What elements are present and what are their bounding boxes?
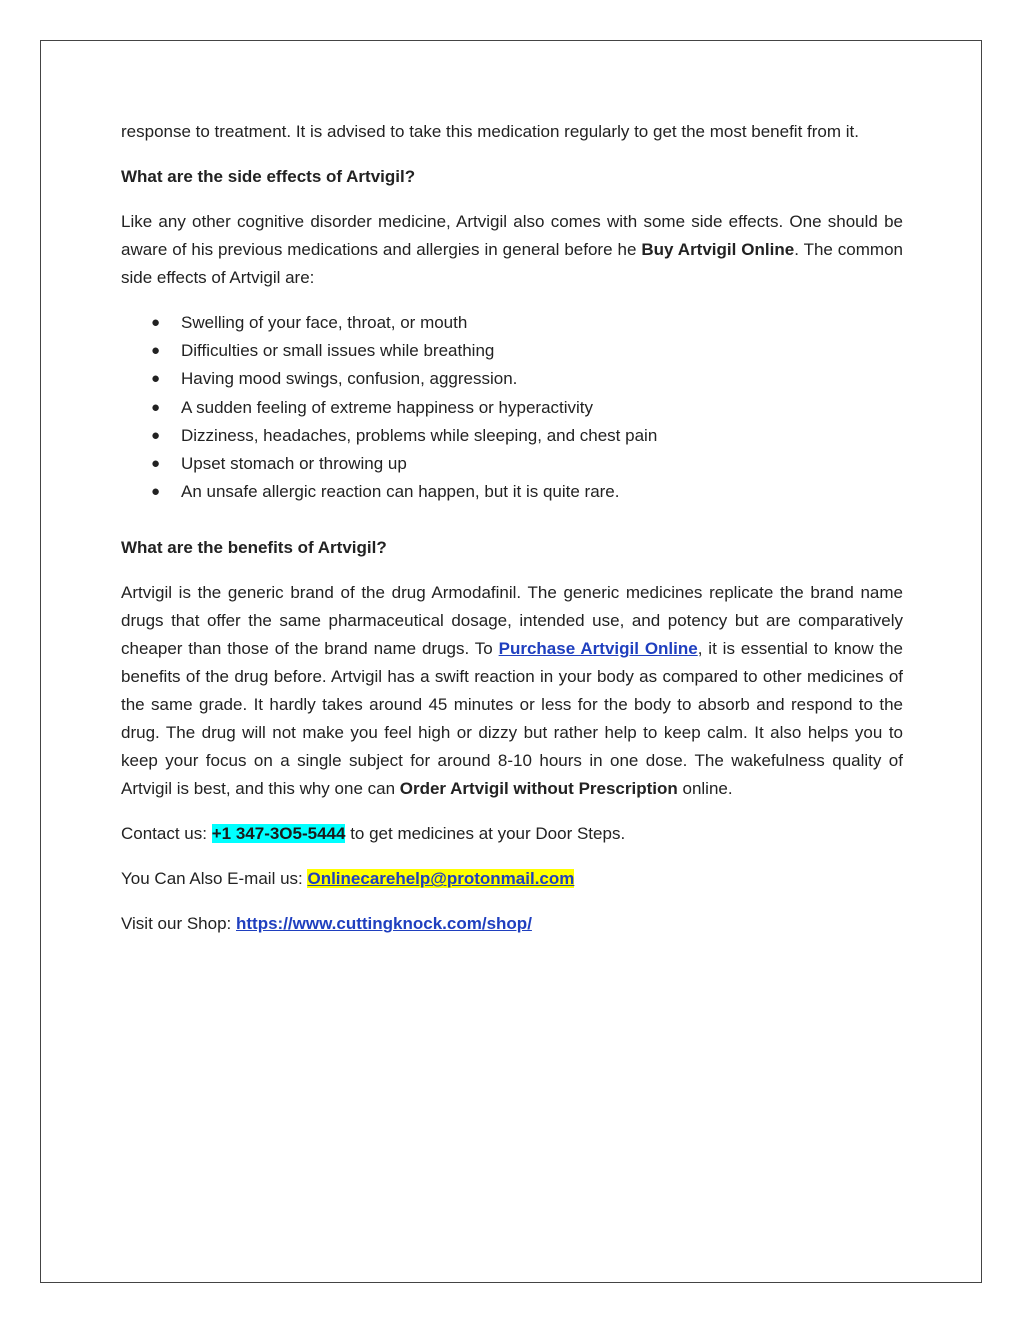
bullet-icon: ● bbox=[151, 342, 161, 360]
bullet-icon: ● bbox=[151, 370, 161, 388]
side-effects-paragraph bbox=[121, 208, 903, 292]
bullet-icon: ● bbox=[151, 483, 161, 501]
contact-phone-label: Contact us: bbox=[121, 824, 212, 844]
list-item bbox=[121, 450, 903, 478]
benefits-text-1: Artvigil is the generic brand of the drug Armodafinil. The generic medicines replicate the brand name drugs that offer the same pharmaceutical dosage, intended use, and potency but are comparatively cheaper than those of the brand name drugs. To bbox=[121, 583, 903, 659]
bullet-icon: ● bbox=[151, 398, 161, 416]
order-without-prescription-bold: Order Artvigil without Prescription bbox=[399, 779, 678, 799]
document-body bbox=[121, 118, 903, 938]
benefits-text-2: , it is essential to know the benefits of the drug before. Artvigil has a swift reaction in your body as compared to other medicines of the same grade. It hardly takes around 45 minutes or less for the body to absorb and respond to the drug. The drug will not make you feel high or dizzy but rather help to keep calm. It also helps you to keep your focus on a single subject for around 8-10 hours in one dose. The wakefulness quality of Artvigil is best, and this why one can bbox=[121, 639, 904, 799]
side-effects-text-2: . The common side effects of Artvigil are: bbox=[121, 240, 903, 287]
list-item bbox=[121, 478, 903, 506]
intro-paragraph: response to treatment. It is advised to take this medication regularly to get the most benefit from it. bbox=[121, 122, 859, 141]
list-item bbox=[121, 422, 903, 450]
contact-phone-suffix: to get medicines at your Door Steps. bbox=[345, 824, 626, 844]
bullet-icon: ● bbox=[151, 426, 161, 444]
contact-phone-line bbox=[121, 820, 903, 848]
list-item-text: An unsafe allergic reaction can happen, but it is quite rare. bbox=[181, 482, 620, 502]
email-link[interactable]: Onlinecarehelp@protonmail.com bbox=[307, 869, 575, 889]
benefits-heading: What are the benefits of Artvigil? bbox=[121, 538, 387, 558]
bullet-icon: ● bbox=[151, 314, 161, 331]
benefits-paragraph bbox=[121, 579, 903, 803]
list-item bbox=[121, 309, 903, 337]
list-item-text: Having mood swings, confusion, aggression. bbox=[181, 369, 518, 389]
contact-email-label: You Can Also E-mail us: bbox=[121, 869, 308, 889]
phone-number[interactable]: +1 347-3O5-5444 bbox=[211, 824, 346, 844]
shop-link[interactable]: https://www.cuttingknock.com/shop/ bbox=[235, 914, 532, 934]
shop-line bbox=[121, 910, 903, 938]
list-item-text: Difficulties or small issues while breathing bbox=[181, 341, 495, 361]
bullet-icon: ● bbox=[151, 455, 161, 473]
list-item-text: Dizziness, headaches, problems while sleeping, and chest pain bbox=[181, 425, 658, 445]
side-effects-heading: What are the side effects of Artvigil? bbox=[121, 167, 416, 186]
contact-email-line bbox=[121, 865, 903, 893]
side-effects-text-1: Like any other cognitive disorder medicine, Artvigil also comes with some side effects. One should be aware of his previous medications and allergies in general before he bbox=[121, 212, 903, 259]
shop-label: Visit our Shop: bbox=[121, 914, 236, 934]
list-item bbox=[121, 394, 903, 422]
benefits-text-3: online. bbox=[677, 779, 733, 799]
list-item-text: A sudden feeling of extreme happiness or hyperactivity bbox=[181, 397, 594, 417]
side-effects-list bbox=[121, 309, 903, 506]
list-item-text: Swelling of your face, throat, or mouth bbox=[181, 313, 468, 332]
purchase-artvigil-online-link[interactable]: Purchase Artvigil Online bbox=[498, 639, 698, 659]
list-item-text: Upset stomach or throwing up bbox=[181, 454, 407, 474]
list-item bbox=[121, 337, 903, 365]
buy-artvigil-online-bold: Buy Artvigil Online bbox=[641, 240, 795, 259]
list-item bbox=[121, 365, 903, 393]
